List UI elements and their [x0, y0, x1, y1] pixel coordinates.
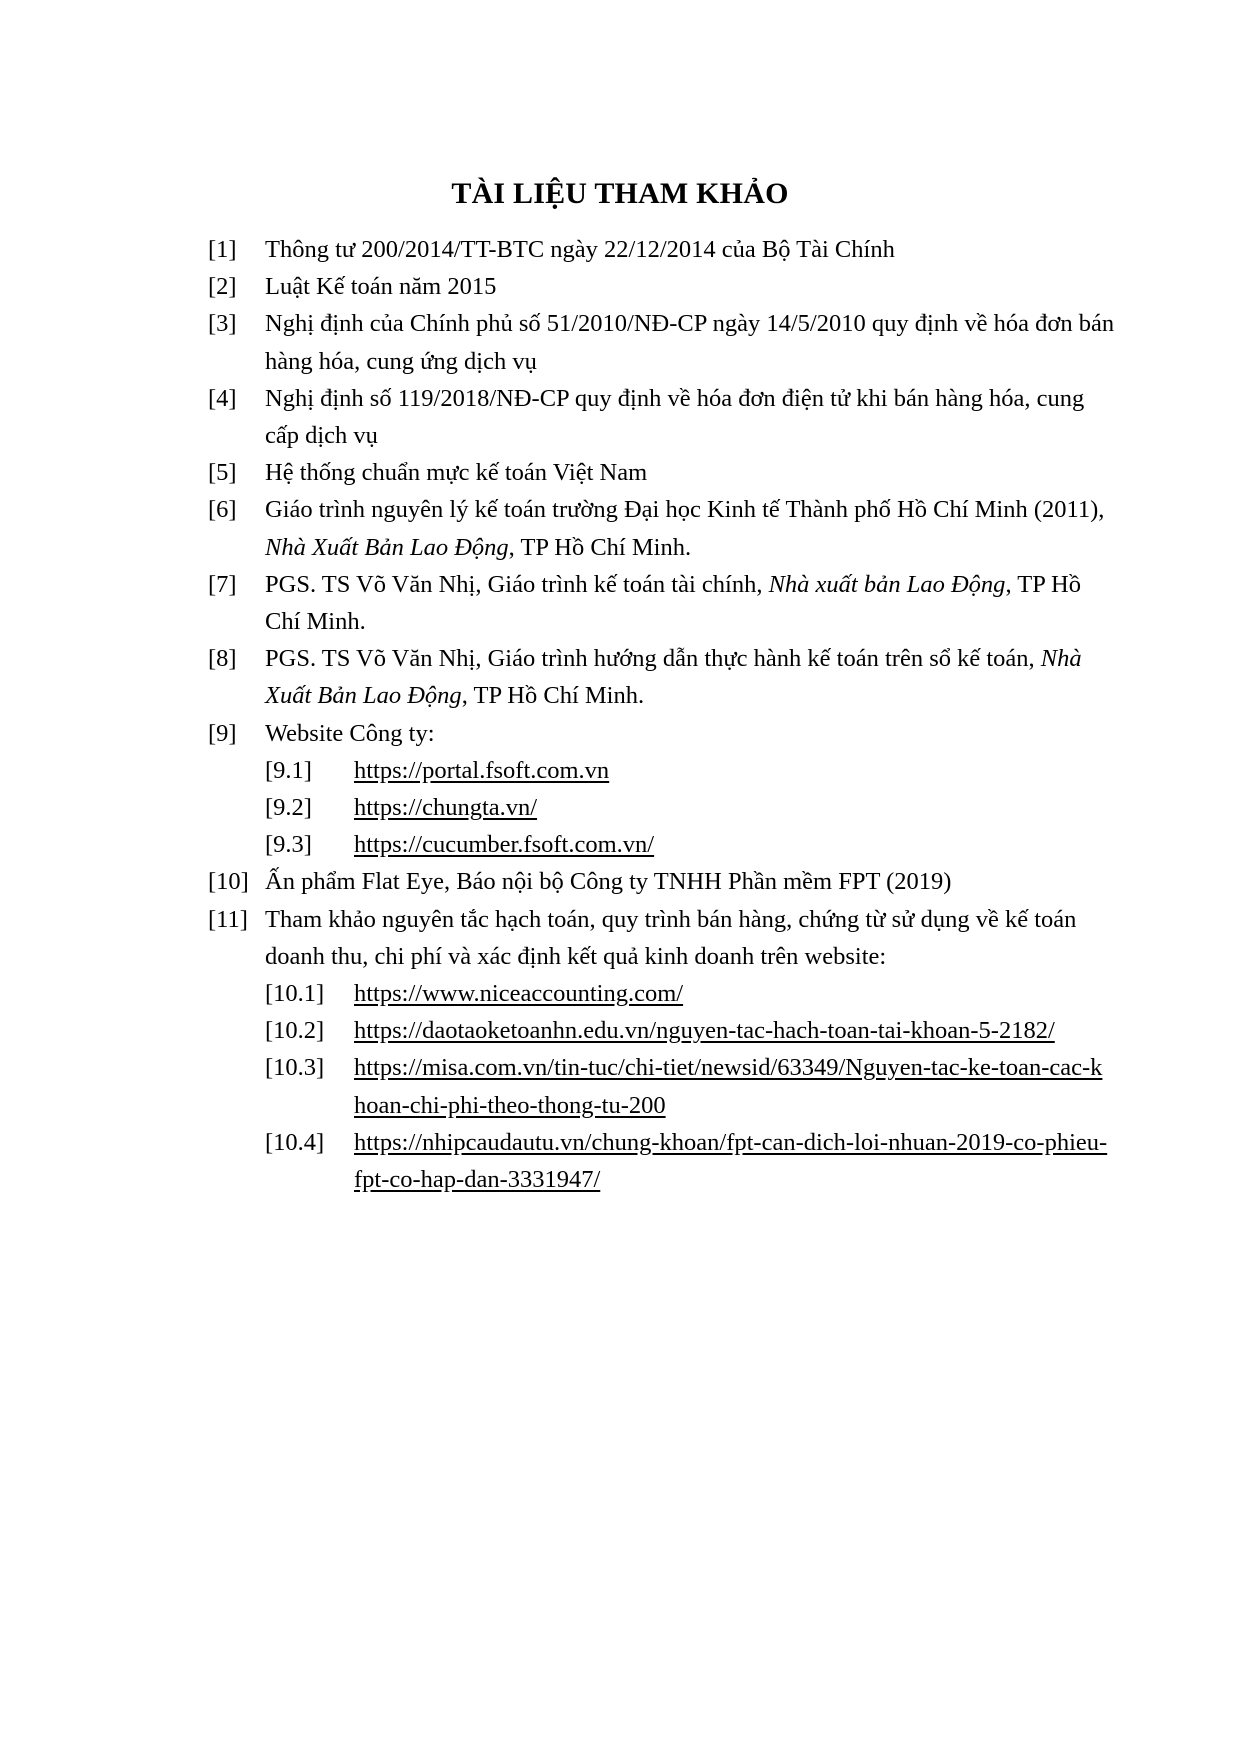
reference-number: [3]	[208, 310, 237, 338]
reference-text-tail: , TP Hồ Chí Minh.	[461, 682, 645, 710]
sub-reference-number: [9.3]	[265, 831, 312, 859]
reference-text: Ấn phẩm Flat Eye, Báo nội bộ Công ty TNHH Phần mềm FPT (2019)	[265, 868, 952, 896]
reference-list	[208, 231, 1120, 1198]
sub-reference-9-2	[208, 789, 1120, 826]
reference-number: [7]	[208, 570, 237, 598]
sub-reference-10-3	[208, 1049, 1120, 1123]
website-link[interactable]: https://cucumber.fsoft.com.vn/	[354, 831, 655, 859]
reference-number: [9]	[208, 719, 237, 747]
page-title: TÀI LIỆU THAM KHẢO	[451, 177, 789, 210]
sub-reference-number: [10.4]	[265, 1128, 325, 1156]
reference-item-11	[208, 901, 1120, 975]
reference-item-5	[208, 454, 1120, 491]
reference-text-tail: , TP Hồ Chí Minh.	[508, 533, 692, 561]
reference-item-8	[208, 640, 1120, 714]
sub-reference-number: [9.1]	[265, 756, 312, 784]
sub-reference-10-4	[208, 1124, 1120, 1198]
reference-text: Luật Kế toán năm 2015	[265, 273, 497, 301]
reference-text: Nghị định số 119/2018/NĐ-CP quy định về hóa đơn điện tử khi bán hàng hóa, cung cấp dịch vụ	[265, 384, 1085, 450]
sub-reference-number: [10.2]	[265, 1017, 325, 1045]
reference-item-3	[208, 305, 1120, 379]
website-link[interactable]: https://portal.fsoft.com.vn	[354, 756, 610, 784]
sub-reference-9-1	[208, 752, 1120, 789]
reference-number: [4]	[208, 384, 237, 412]
reference-item-10	[208, 863, 1120, 900]
reference-text: Thông tư 200/2014/TT-BTC ngày 22/12/2014 của Bộ Tài Chính	[265, 236, 895, 263]
reference-item-1	[208, 231, 1120, 268]
reference-text: Tham khảo nguyên tắc hạch toán, quy trình bán hàng, chứng từ sử dụng về kế toán doanh thu, chi phí và xác định kết quả kinh doanh trên website:	[265, 905, 1077, 970]
reference-text	[265, 640, 1120, 714]
reference-item-4	[208, 380, 1120, 454]
reference-number: [1]	[208, 236, 237, 263]
website-link[interactable]: https://www.niceaccounting.com/	[354, 980, 684, 1008]
reference-number: [11]	[208, 905, 248, 933]
reference-text: Nghị định của Chính phủ số 51/2010/NĐ-CP ngày 14/5/2010 quy định về hóa đơn bán hàng hóa, cung ứng dịch vụ	[265, 310, 1115, 375]
reference-text-main: PGS. TS Võ Văn Nhị, Giáo trình kế toán tài chính,	[265, 570, 769, 598]
reference-number: [8]	[208, 645, 237, 673]
website-link[interactable]: https://chungta.vn/	[354, 794, 538, 822]
reference-text: Hệ thống chuẩn mực kế toán Việt Nam	[265, 459, 648, 487]
reference-number: [2]	[208, 273, 237, 301]
website-link[interactable]: https://daotaoketoanhn.edu.vn/nguyen-tac-hach-toan-tai-khoan-5-2182/	[354, 1017, 1055, 1045]
reference-item-9	[208, 715, 1120, 752]
reference-item-2	[208, 268, 1120, 305]
reference-item-6	[208, 491, 1120, 565]
publisher-name: Nhà Xuất Bản Lao Động	[265, 645, 1082, 710]
website-link[interactable]: https://misa.com.vn/tin-tuc/chi-tiet/newsid/63349/Nguyen-tac-ke-toan-cac-khoan-chi-phi-theo-thong-tu-200	[354, 1054, 1103, 1119]
sub-reference-9-3	[208, 826, 1120, 863]
sub-reference-number: [10.1]	[265, 980, 325, 1008]
sub-reference-number: [10.3]	[265, 1054, 325, 1082]
reference-text-main: PGS. TS Võ Văn Nhị, Giáo trình hướng dẫn thực hành kế toán trên sổ kế toán,	[265, 645, 1041, 673]
reference-number: [6]	[208, 496, 237, 524]
sub-reference-10-2	[208, 1012, 1120, 1049]
reference-text-tail: , TP Hồ Chí Minh.	[265, 570, 1081, 636]
sub-reference-10-1	[208, 975, 1120, 1012]
website-link[interactable]: https://nhipcaudautu.vn/chung-khoan/fpt-can-dich-loi-nhuan-2019-co-phieu-fpt-co-hap-dan-3331947/	[354, 1128, 1108, 1194]
reference-text	[265, 566, 1120, 640]
publisher-name: Nhà xuất bản Lao Động	[768, 570, 1006, 598]
reference-number: [10]	[208, 868, 249, 896]
publisher-name: Nhà Xuất Bản Lao Động	[265, 533, 509, 561]
reference-item-7	[208, 566, 1120, 640]
reference-number: [5]	[208, 459, 237, 487]
sub-reference-number: [9.2]	[265, 794, 312, 822]
reference-text	[265, 491, 1120, 565]
reference-text-main: Giáo trình nguyên lý kế toán trường Đại học Kinh tế Thành phố Hồ Chí Minh (2011),	[265, 496, 1105, 524]
reference-text: Website Công ty:	[265, 719, 435, 747]
